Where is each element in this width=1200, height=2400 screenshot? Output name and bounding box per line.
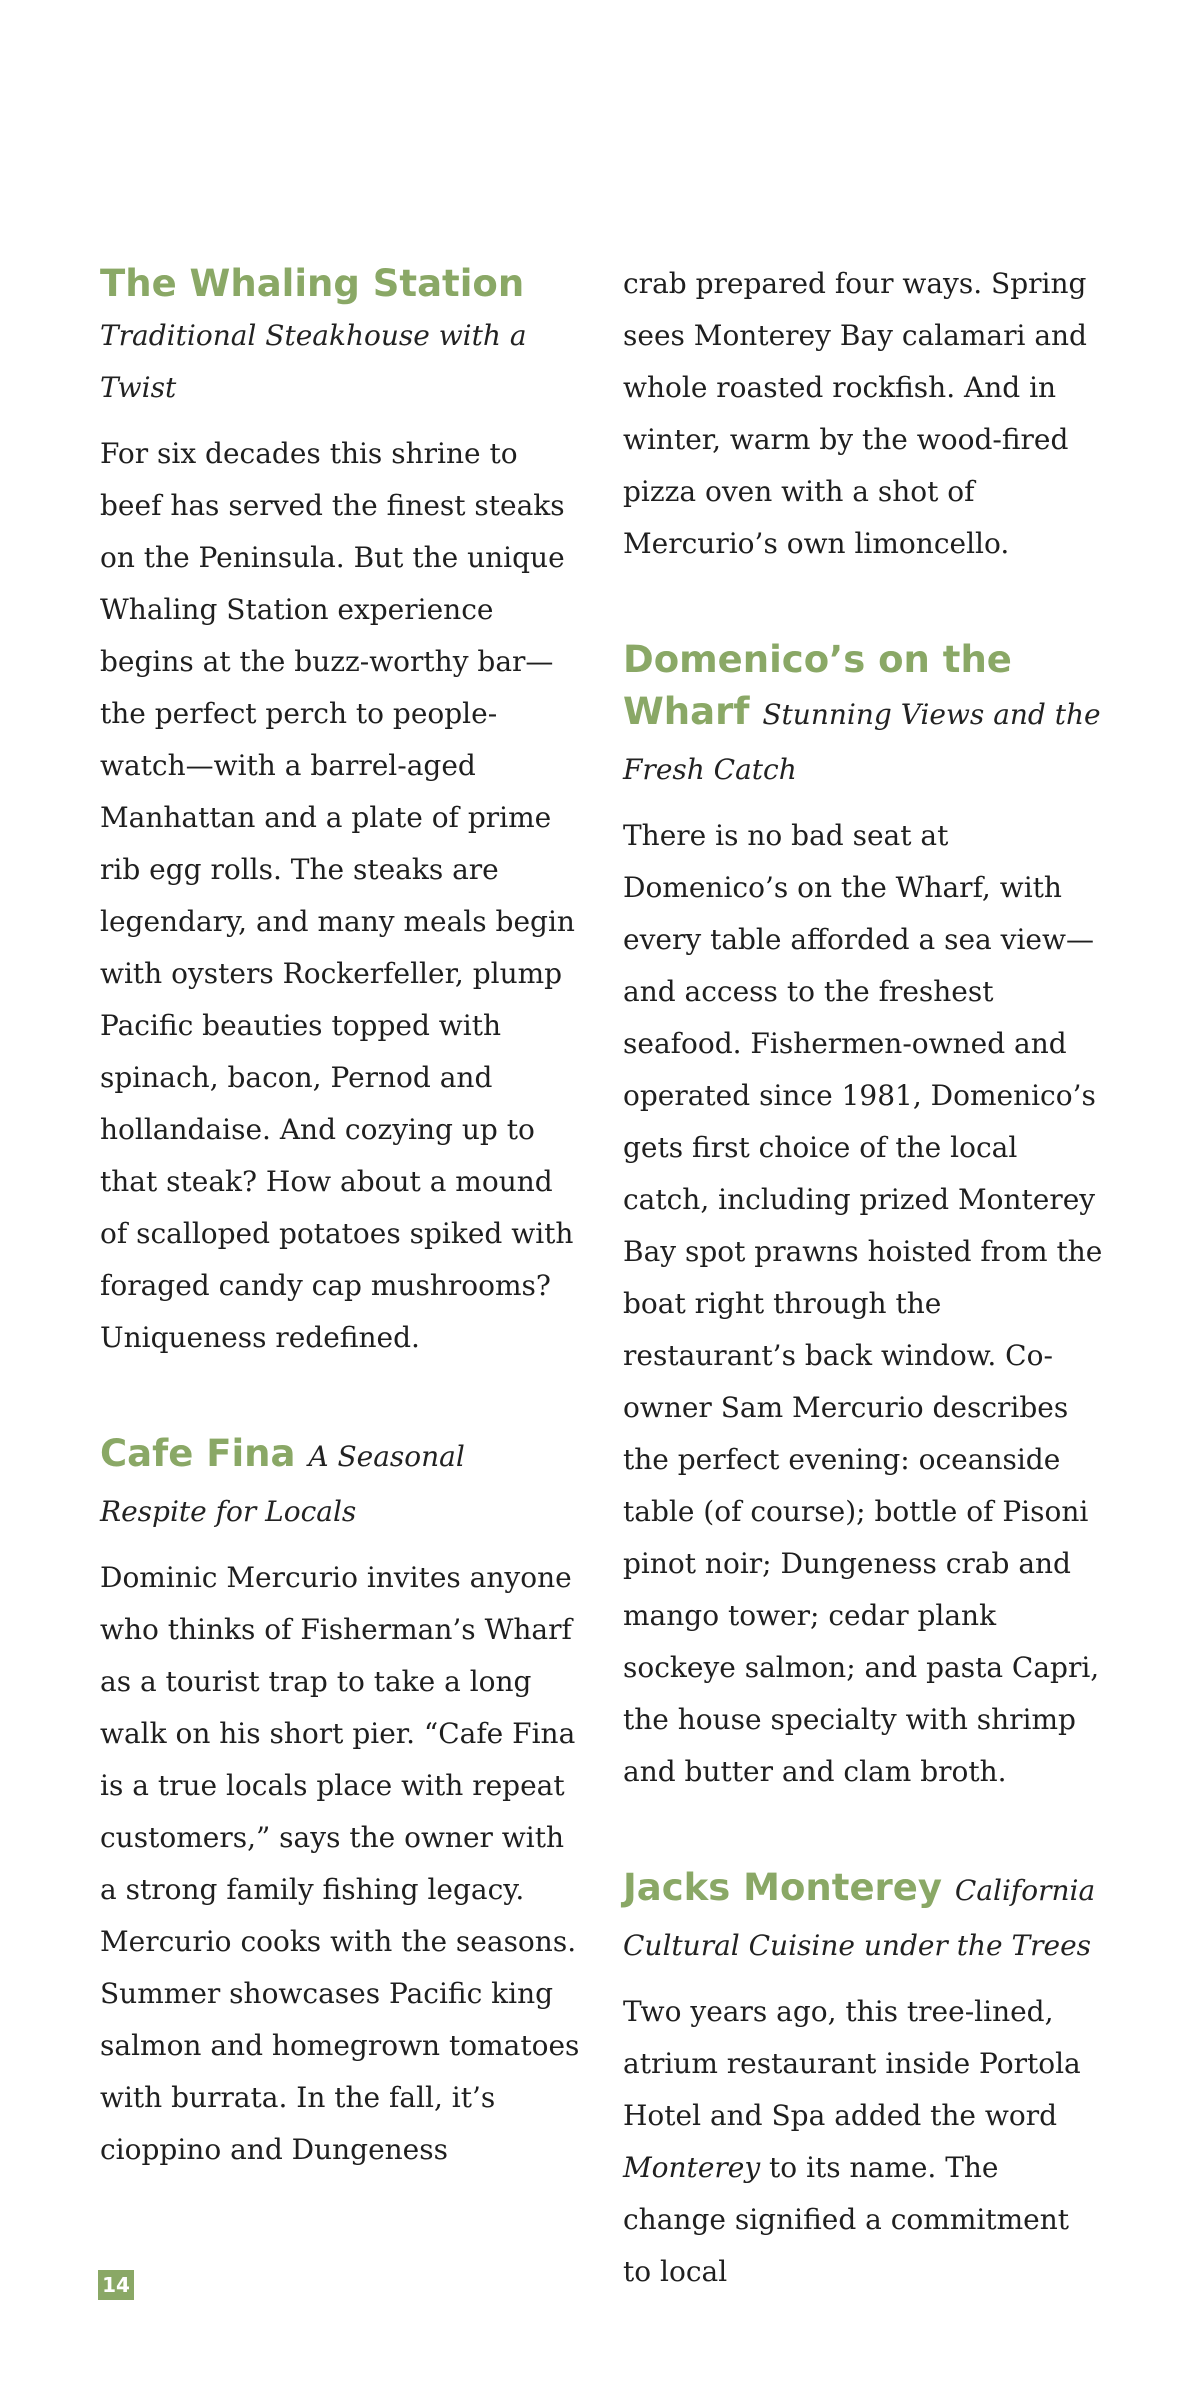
jacks-monterey-heading (623, 1862, 1103, 1972)
right-column (623, 258, 1103, 2298)
jacks-monterey-body-after: to its name. The change signified a commitment to local (623, 2151, 1069, 2288)
domenicos-body: There is no bad seat at Domenico’s on the Wharf, with every table afforded a sea view—and access to the freshest seafood. Fishermen-owned and operated since 1981, Domenico’s gets first choice of the local catch, including prized Monterey Bay spot prawns hoisted from the boat right through the restaurant’s back window. Co-owner Sam Mercurio describes the perfect evening: oceanside table (of course); bottle of Pisoni pinot noir; Dungeness crab and mango tower; cedar plank sockeye salmon; and pasta Capri, the house specialty with shrimp and butter and clam broth. (623, 819, 1103, 1788)
jacks-monterey-body (623, 1986, 1103, 2298)
jacks-monterey-body-italic: Monterey (623, 2151, 761, 2184)
cafe-fina-body-continued: crab prepared four ways. Spring sees Monterey Bay calamari and whole roasted rockfish. And in winter, warm by the wood-fired pizza oven with a shot of Mercurio’s own limoncello. (623, 267, 1087, 560)
page-number-badge: 14 (98, 2270, 134, 2300)
cafe-fina-body: Dominic Mercurio invites anyone who thinks of Fisherman’s Wharf as a tourist trap to take a long walk on his short pier. “Cafe Fina is a true locals place with repeat customers,” says the owner with a strong family fishing legacy. Mercurio cooks with the seasons. Summer showcases Pacific king salmon and homegrown tomatoes with burrata. In the fall, it’s cioppino and Dungeness (100, 1561, 580, 2166)
domenicos-subtitle: Stunning Views and the Fresh Catch (623, 698, 1101, 786)
jacks-monterey-subtitle: California Cultural Cuisine under the Trees (623, 1874, 1096, 1962)
domenicos-section (623, 634, 1103, 1798)
domenicos-title: Domenico’s on the Wharf (623, 638, 1012, 733)
cafe-fina-subtitle: A Seasonal Respite for Locals (100, 1440, 465, 1528)
cafe-fina-heading (100, 1428, 580, 1538)
left-column (100, 258, 580, 2176)
whaling-station-body: For six decades this shrine to beef has served the finest steaks on the Peninsula. But the unique Whaling Station experience begins at the buzz-worthy bar—the perfect perch to people-watch—with a barrel-aged Manhattan and a plate of prime rib egg rolls. The steaks are legendary, and many meals begin with oysters Rockerfeller, plump Pacific beauties topped with spinach, bacon, Pernod and hollandaise. And cozying up to that steak? How about a mound of scalloped potatoes spiked with foraged candy cap mushrooms? Uniqueness redefined. (100, 437, 575, 1354)
jacks-monterey-title: Jacks Monterey (623, 1866, 942, 1909)
whaling-station-subtitle: Traditional Steakhouse with a Twist (100, 319, 527, 404)
whaling-station-title: The Whaling Station (100, 262, 525, 305)
cafe-fina-title: Cafe Fina (100, 1432, 296, 1475)
jacks-monterey-section (623, 1862, 1103, 2298)
whaling-station-section (100, 258, 580, 1364)
jacks-monterey-body-before: Two years ago, this tree-lined, atrium restaurant inside Portola Hotel and Spa added the word (623, 1995, 1081, 2132)
domenicos-heading (623, 634, 1103, 796)
cafe-fina-section (100, 1428, 580, 2176)
